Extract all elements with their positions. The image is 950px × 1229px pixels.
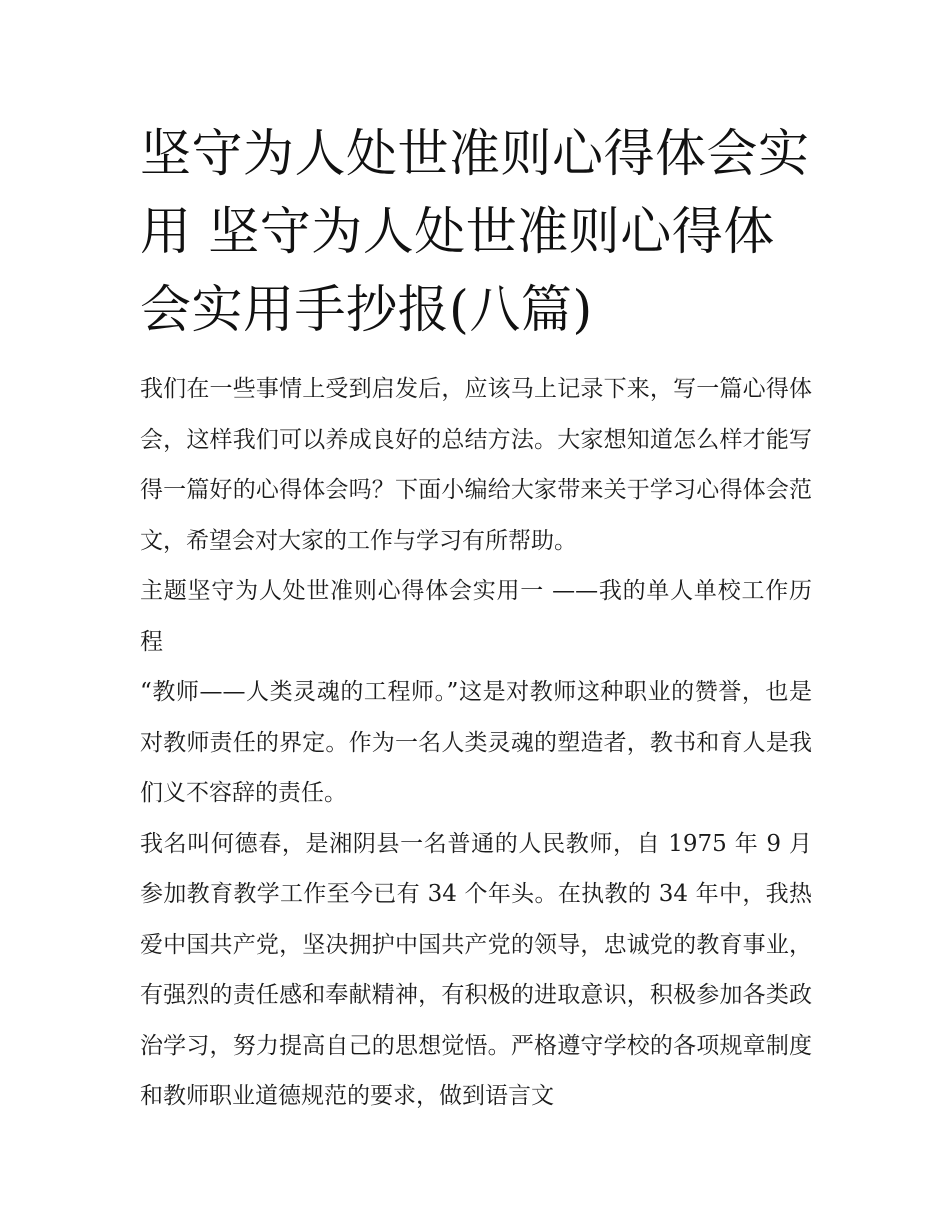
- biography-paragraph: 我名叫何德春，是湘阴县一名普通的人民教师，自 1975 年 9 月参加教育教学工作至今已有 34 个年头。在执教的 34 年中，我热爱中国共产党，坚决拥护中国共产党的领导，忠诚党的教育事业，有强烈的责任感和奉献精神，有积极的进取意识，积极参加各类政治学习，努力提高自己的思想觉悟。严格遵守学校的各项规章制度和教师职业道德规范的要求，做到语言文: [140, 830, 812, 1109]
- document-body: [140, 364, 812, 1122]
- section-heading-paragraph: 主题坚守为人处世准则心得体会实用一 ——我的单人单校工作历程: [140, 578, 812, 655]
- document-title: 坚守为人处世准则心得体会实用 坚守为人处世准则心得体会实用手抄报(八篇): [140, 125, 810, 340]
- document-content: [140, 116, 812, 1122]
- intro-paragraph: 我们在一些事情上受到启发后，应该马上记录下来，写一篇心得体会，这样我们可以养成良好的总结方法。大家想知道怎么样才能写得一篇好的心得体会吗？下面小编给大家带来关于学习心得体会范文，希望会对大家的工作与学习有所帮助。: [140, 376, 812, 554]
- quote-paragraph: “教师——人类灵魂的工程师。”这是对教师这种职业的赞誉，也是对教师责任的界定。作为一名人类灵魂的塑造者，教书和育人是我们义不容辞的责任。: [140, 679, 812, 806]
